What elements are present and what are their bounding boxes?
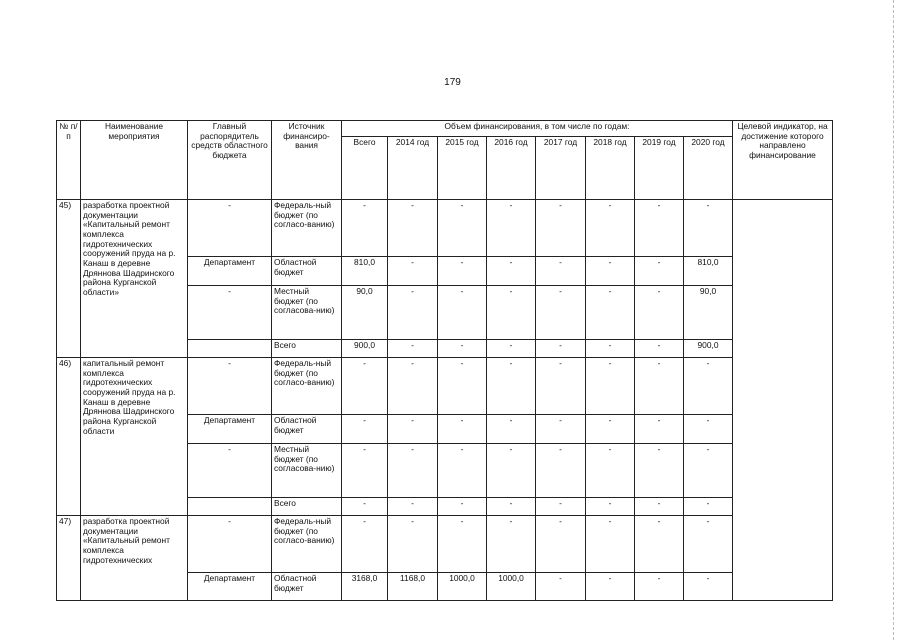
year-value-cell: -: [388, 415, 438, 444]
year-value-cell: -: [536, 257, 586, 286]
source-cell: Местный бюджет (по согласова-нию): [272, 444, 342, 498]
year-value-cell: -: [684, 498, 733, 516]
total-cell: 90,0: [342, 286, 388, 340]
total-cell: -: [342, 516, 388, 573]
year-value-cell: -: [684, 444, 733, 498]
year-value-cell: -: [388, 340, 438, 358]
year-value-cell: -: [635, 200, 684, 257]
year-value-cell: -: [635, 286, 684, 340]
year-value-cell: -: [635, 257, 684, 286]
page-edge-line: [893, 0, 894, 640]
header-source: Источник финансиро-вания: [272, 121, 342, 200]
year-value-cell: -: [438, 257, 487, 286]
manager-cell: [188, 498, 272, 516]
manager-cell: -: [188, 200, 272, 257]
source-cell: Всего: [272, 498, 342, 516]
year-value-cell: -: [438, 415, 487, 444]
year-value-cell: -: [586, 415, 635, 444]
total-cell: 3168,0: [342, 573, 388, 601]
total-cell: -: [342, 444, 388, 498]
item-number: 45): [57, 200, 81, 358]
header-indicator: Целевой индикатор, на достижение которого направлено финансирование: [733, 121, 833, 200]
year-value-cell: -: [388, 516, 438, 573]
item-name: капитальный ремонт комплекса гидротехнических сооружений пруда на р. Канаш в деревне Дряннова Шадринского района Курганской области: [81, 358, 188, 516]
item-name: разработка проектной документации «Капитальный ремонт комплекса гидротехнических сооружений пруда на р. Канаш в деревне Дряннова Шадринского района Курганской области»: [81, 200, 188, 358]
year-value-cell: -: [487, 516, 536, 573]
manager-cell: -: [188, 516, 272, 573]
item-name: разработка проектной документации «Капитальный ремонт комплекса гидротехнических: [81, 516, 188, 601]
year-value-cell: -: [586, 358, 635, 415]
year-value-cell: -: [487, 340, 536, 358]
year-value-cell: -: [536, 415, 586, 444]
manager-cell: Департамент: [188, 573, 272, 601]
year-value-cell: -: [684, 200, 733, 257]
year-value-cell: 90,0: [684, 286, 733, 340]
year-value-cell: 1000,0: [487, 573, 536, 601]
year-value-cell: -: [438, 444, 487, 498]
year-value-cell: -: [586, 340, 635, 358]
year-value-cell: -: [635, 415, 684, 444]
header-year: 2015 год: [438, 137, 487, 200]
year-value-cell: 1168,0: [388, 573, 438, 601]
manager-cell: Департамент: [188, 257, 272, 286]
header-year: 2017 год: [536, 137, 586, 200]
total-cell: -: [342, 358, 388, 415]
year-value-cell: -: [388, 358, 438, 415]
year-value-cell: 1000,0: [438, 573, 487, 601]
year-value-cell: -: [438, 498, 487, 516]
year-value-cell: -: [586, 444, 635, 498]
year-value-cell: -: [684, 358, 733, 415]
header-name: Наименование мероприятия: [81, 121, 188, 200]
total-cell: -: [342, 498, 388, 516]
year-value-cell: -: [586, 573, 635, 601]
table-row: [57, 358, 833, 415]
manager-cell: Департамент: [188, 415, 272, 444]
year-value-cell: -: [635, 358, 684, 415]
total-cell: 810,0: [342, 257, 388, 286]
year-value-cell: -: [586, 257, 635, 286]
source-cell: Федераль-ный бюджет (по согласо-ванию): [272, 200, 342, 257]
source-cell: Федераль-ный бюджет (по согласо-ванию): [272, 516, 342, 573]
year-value-cell: -: [635, 498, 684, 516]
item-number: 46): [57, 358, 81, 516]
source-cell: Областной бюджет: [272, 257, 342, 286]
header-year: 2014 год: [388, 137, 438, 200]
year-value-cell: -: [438, 358, 487, 415]
table-row: [57, 516, 833, 573]
total-cell: -: [342, 200, 388, 257]
source-cell: Федераль-ный бюджет (по согласо-ванию): [272, 358, 342, 415]
year-value-cell: -: [438, 516, 487, 573]
year-value-cell: -: [388, 257, 438, 286]
manager-cell: [188, 340, 272, 358]
year-value-cell: -: [487, 498, 536, 516]
header-year: 2019 год: [635, 137, 684, 200]
manager-cell: -: [188, 358, 272, 415]
year-value-cell: -: [487, 200, 536, 257]
year-value-cell: -: [438, 200, 487, 257]
year-value-cell: -: [487, 444, 536, 498]
year-value-cell: -: [536, 498, 586, 516]
total-cell: 900,0: [342, 340, 388, 358]
year-value-cell: -: [586, 498, 635, 516]
year-value-cell: -: [388, 200, 438, 257]
year-value-cell: -: [487, 257, 536, 286]
year-value-cell: -: [684, 516, 733, 573]
year-value-cell: -: [536, 573, 586, 601]
source-cell: Местный бюджет (по согласова-нию): [272, 286, 342, 340]
indicator-cell: [733, 200, 833, 601]
year-value-cell: -: [487, 286, 536, 340]
year-value-cell: -: [487, 358, 536, 415]
page-number: 179: [444, 77, 461, 88]
year-value-cell: -: [487, 415, 536, 444]
year-value-cell: -: [388, 444, 438, 498]
manager-cell: -: [188, 444, 272, 498]
manager-cell: -: [188, 286, 272, 340]
year-value-cell: -: [635, 340, 684, 358]
header-year: 2016 год: [487, 137, 536, 200]
year-value-cell: -: [684, 573, 733, 601]
year-value-cell: -: [536, 200, 586, 257]
header-year: 2020 год: [684, 137, 733, 200]
header-num: № п/п: [57, 121, 81, 200]
financing-table: [56, 120, 833, 601]
total-cell: -: [342, 415, 388, 444]
source-cell: Областной бюджет: [272, 573, 342, 601]
year-value-cell: -: [635, 573, 684, 601]
header-volume: Объем финансирования, в том числе по годам:: [342, 121, 733, 137]
year-value-cell: -: [635, 444, 684, 498]
year-value-cell: -: [586, 200, 635, 257]
source-cell: Областной бюджет: [272, 415, 342, 444]
year-value-cell: -: [536, 340, 586, 358]
source-cell: Всего: [272, 340, 342, 358]
year-value-cell: -: [536, 516, 586, 573]
year-value-cell: -: [388, 498, 438, 516]
item-number: 47): [57, 516, 81, 601]
year-value-cell: -: [388, 286, 438, 340]
year-value-cell: -: [536, 286, 586, 340]
year-value-cell: 810,0: [684, 257, 733, 286]
year-value-cell: -: [635, 516, 684, 573]
year-value-cell: 900,0: [684, 340, 733, 358]
year-value-cell: -: [536, 358, 586, 415]
year-value-cell: -: [438, 286, 487, 340]
header-year: 2018 год: [586, 137, 635, 200]
table-row: [57, 200, 833, 257]
year-value-cell: -: [586, 516, 635, 573]
header-total: Всего: [342, 137, 388, 200]
year-value-cell: -: [586, 286, 635, 340]
header-manager: Главный распорядитель средств областного бюджета: [188, 121, 272, 200]
year-value-cell: -: [684, 415, 733, 444]
year-value-cell: -: [536, 444, 586, 498]
year-value-cell: -: [438, 340, 487, 358]
